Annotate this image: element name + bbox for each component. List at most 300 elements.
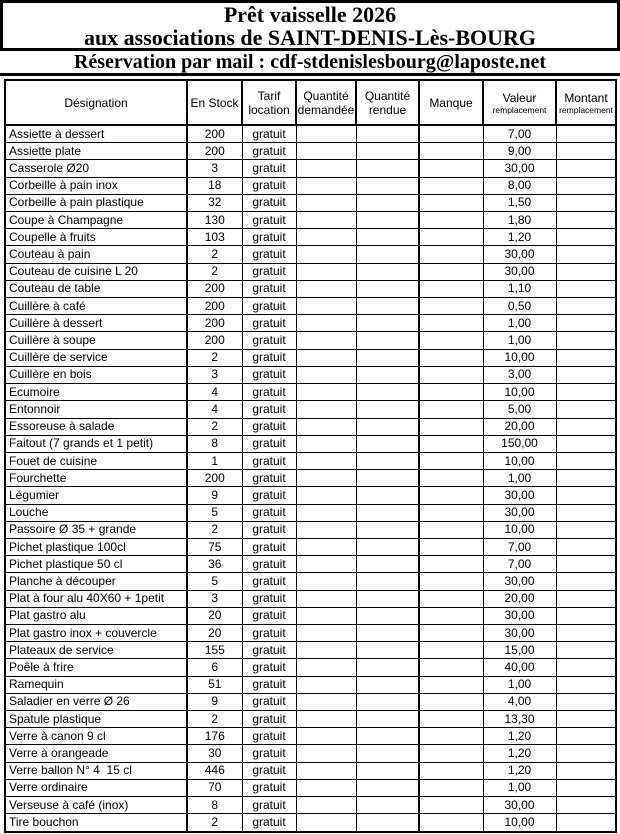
cell-montant — [556, 349, 616, 366]
table-row — [5, 332, 616, 349]
table-row — [5, 624, 616, 641]
cell-valeur: 1,00 — [483, 779, 556, 796]
cell-manque — [419, 676, 483, 693]
cell-rendue — [356, 366, 419, 383]
cell-montant — [556, 521, 616, 538]
cell-rendue — [356, 298, 419, 315]
cell-stock: 20 — [187, 624, 242, 641]
cell-montant — [556, 487, 616, 504]
table-row — [5, 710, 616, 727]
cell-designation: Couteau de table — [5, 280, 187, 297]
cell-tarif: gratuit — [242, 487, 296, 504]
cell-rendue — [356, 521, 419, 538]
cell-montant — [556, 418, 616, 435]
cell-designation: Cuillère à dessert — [5, 315, 187, 332]
cell-rendue — [356, 349, 419, 366]
cell-manque — [419, 590, 483, 607]
cell-stock: 5 — [187, 573, 242, 590]
table-row — [5, 590, 616, 607]
cell-manque — [419, 384, 483, 401]
cell-stock: 9 — [187, 487, 242, 504]
cell-designation: Casserole Ø20 — [5, 160, 187, 177]
col-header-montant-remplacement — [556, 80, 616, 125]
cell-valeur: 1,00 — [483, 332, 556, 349]
cell-manque — [419, 487, 483, 504]
cell-tarif: gratuit — [242, 590, 296, 607]
cell-manque — [419, 659, 483, 676]
cell-tarif: gratuit — [242, 143, 296, 160]
cell-rendue — [356, 418, 419, 435]
cell-manque — [419, 624, 483, 641]
cell-designation: Coupelle à fruits — [5, 229, 187, 246]
cell-demandee — [296, 435, 356, 452]
table-row — [5, 384, 616, 401]
cell-manque — [419, 452, 483, 469]
cell-demandee — [296, 573, 356, 590]
cell-manque — [419, 418, 483, 435]
cell-montant — [556, 590, 616, 607]
cell-valeur: 1,20 — [483, 728, 556, 745]
cell-manque — [419, 401, 483, 418]
cell-designation: Essoreuse à salade — [5, 418, 187, 435]
cell-tarif: gratuit — [242, 796, 296, 813]
cell-designation: Passoire Ø 35 + grande — [5, 521, 187, 538]
cell-manque — [419, 315, 483, 332]
cell-demandee — [296, 521, 356, 538]
table-row — [5, 366, 616, 383]
cell-rendue — [356, 229, 419, 246]
cell-designation: Spatule plastique — [5, 710, 187, 727]
cell-manque — [419, 298, 483, 315]
cell-valeur: 1,20 — [483, 229, 556, 246]
cell-manque — [419, 573, 483, 590]
cell-stock: 200 — [187, 143, 242, 160]
cell-demandee — [296, 315, 356, 332]
cell-manque — [419, 143, 483, 160]
cell-montant — [556, 435, 616, 452]
col-header-designation: Désignation — [5, 80, 187, 125]
table-row — [5, 418, 616, 435]
cell-tarif: gratuit — [242, 573, 296, 590]
cell-designation: Plat gastro inox + couvercle — [5, 624, 187, 641]
cell-stock: 8 — [187, 435, 242, 452]
cell-manque — [419, 745, 483, 762]
cell-rendue — [356, 710, 419, 727]
col-header-stock: En Stock — [187, 80, 242, 125]
cell-tarif: gratuit — [242, 194, 296, 211]
table-row — [5, 125, 616, 143]
cell-demandee — [296, 160, 356, 177]
cell-tarif: gratuit — [242, 624, 296, 641]
table-row — [5, 796, 616, 813]
table-row — [5, 194, 616, 211]
cell-manque — [419, 246, 483, 263]
cell-tarif: gratuit — [242, 814, 296, 832]
cell-valeur: 10,00 — [483, 384, 556, 401]
cell-valeur: 8,00 — [483, 177, 556, 194]
cell-manque — [419, 556, 483, 573]
cell-manque — [419, 125, 483, 143]
table-row — [5, 676, 616, 693]
cell-demandee — [296, 125, 356, 143]
cell-tarif: gratuit — [242, 160, 296, 177]
cell-montant — [556, 710, 616, 727]
table-row — [5, 315, 616, 332]
cell-stock: 5 — [187, 504, 242, 521]
table-row — [5, 642, 616, 659]
cell-demandee — [296, 332, 356, 349]
cell-designation: Cuillère en bois — [5, 366, 187, 383]
page-title-line2: aux associations de SAINT-DENIS-Lès-BOURG — [83, 24, 537, 50]
cell-rendue — [356, 452, 419, 469]
cell-tarif: gratuit — [242, 246, 296, 263]
cell-tarif: gratuit — [242, 280, 296, 297]
cell-montant — [556, 160, 616, 177]
cell-stock: 51 — [187, 676, 242, 693]
cell-tarif: gratuit — [242, 401, 296, 418]
cell-designation: Ecumoire — [5, 384, 187, 401]
col-header-valeur-main: Valeur — [502, 90, 537, 105]
cell-rendue — [356, 160, 419, 177]
cell-manque — [419, 332, 483, 349]
cell-rendue — [356, 624, 419, 641]
cell-demandee — [296, 487, 356, 504]
cell-tarif: gratuit — [242, 315, 296, 332]
cell-valeur: 0,50 — [483, 298, 556, 315]
cell-rendue — [356, 143, 419, 160]
cell-manque — [419, 194, 483, 211]
cell-manque — [419, 349, 483, 366]
table-row — [5, 556, 616, 573]
col-header-valeur-remplacement — [483, 80, 556, 125]
cell-stock: 30 — [187, 745, 242, 762]
table-row — [5, 229, 616, 246]
cell-stock: 2 — [187, 246, 242, 263]
col-header-valeur-sub: remplacement — [492, 104, 547, 115]
cell-designation: Poêle à frire — [5, 659, 187, 676]
col-header-quantite-rendue: Quantité rendue — [356, 80, 419, 125]
cell-montant — [556, 556, 616, 573]
table-row — [5, 452, 616, 469]
cell-valeur: 3,00 — [483, 366, 556, 383]
cell-tarif: gratuit — [242, 745, 296, 762]
cell-manque — [419, 607, 483, 624]
cell-demandee — [296, 349, 356, 366]
cell-tarif: gratuit — [242, 710, 296, 727]
cell-manque — [419, 229, 483, 246]
cell-valeur: 1,00 — [483, 315, 556, 332]
table-container — [4, 79, 615, 833]
table-row — [5, 779, 616, 796]
cell-designation: Cuillère à soupe — [5, 332, 187, 349]
cell-montant — [556, 814, 616, 832]
cell-designation: Verre ordinaire — [5, 779, 187, 796]
cell-rendue — [356, 470, 419, 487]
table-row — [5, 814, 616, 832]
cell-valeur: 30,00 — [483, 487, 556, 504]
cell-valeur: 15,00 — [483, 642, 556, 659]
cell-tarif: gratuit — [242, 728, 296, 745]
table-row — [5, 177, 616, 194]
cell-montant — [556, 177, 616, 194]
cell-montant — [556, 779, 616, 796]
cell-manque — [419, 366, 483, 383]
cell-rendue — [356, 796, 419, 813]
cell-montant — [556, 538, 616, 555]
cell-valeur: 7,00 — [483, 538, 556, 555]
cell-rendue — [356, 487, 419, 504]
cell-tarif: gratuit — [242, 676, 296, 693]
table-row — [5, 745, 616, 762]
table-row — [5, 435, 616, 452]
cell-rendue — [356, 177, 419, 194]
cell-rendue — [356, 538, 419, 555]
cell-rendue — [356, 246, 419, 263]
cell-montant — [556, 332, 616, 349]
cell-stock: 2 — [187, 418, 242, 435]
table-row — [5, 246, 616, 263]
cell-demandee — [296, 779, 356, 796]
cell-montant — [556, 452, 616, 469]
cell-rendue — [356, 762, 419, 779]
cell-designation: Plat à four alu 40X60 + 1petit — [5, 590, 187, 607]
cell-designation: Pichet plastique 100cl — [5, 538, 187, 555]
cell-valeur: 1,20 — [483, 745, 556, 762]
cell-manque — [419, 504, 483, 521]
cell-demandee — [296, 418, 356, 435]
cell-manque — [419, 212, 483, 229]
reservation-line: Réservation par mail : cdf-stdenislesbourg@laposte.net — [0, 51, 620, 76]
cell-montant — [556, 624, 616, 641]
cell-demandee — [296, 556, 356, 573]
cell-valeur: 20,00 — [483, 418, 556, 435]
cell-designation: Verre à canon 9 cl — [5, 728, 187, 745]
cell-manque — [419, 435, 483, 452]
cell-demandee — [296, 607, 356, 624]
cell-manque — [419, 642, 483, 659]
cell-rendue — [356, 332, 419, 349]
cell-tarif: gratuit — [242, 556, 296, 573]
table-row — [5, 504, 616, 521]
cell-stock: 4 — [187, 384, 242, 401]
table-body — [5, 125, 616, 832]
cell-designation: Couteau à pain — [5, 246, 187, 263]
cell-demandee — [296, 504, 356, 521]
cell-rendue — [356, 384, 419, 401]
cell-montant — [556, 676, 616, 693]
cell-designation: Couteau de cuisine L 20 — [5, 263, 187, 280]
cell-manque — [419, 538, 483, 555]
cell-tarif: gratuit — [242, 762, 296, 779]
cell-rendue — [356, 728, 419, 745]
cell-designation: Planche à découper — [5, 573, 187, 590]
cell-montant — [556, 229, 616, 246]
cell-valeur: 10,00 — [483, 814, 556, 832]
cell-manque — [419, 779, 483, 796]
cell-demandee — [296, 280, 356, 297]
cell-tarif: gratuit — [242, 538, 296, 555]
cell-montant — [556, 659, 616, 676]
cell-rendue — [356, 125, 419, 143]
cell-demandee — [296, 246, 356, 263]
cell-designation: Verseuse à café (inox) — [5, 796, 187, 813]
cell-rendue — [356, 263, 419, 280]
cell-valeur: 1,00 — [483, 470, 556, 487]
cell-tarif: gratuit — [242, 659, 296, 676]
cell-valeur: 7,00 — [483, 125, 556, 143]
cell-tarif: gratuit — [242, 177, 296, 194]
cell-stock: 70 — [187, 779, 242, 796]
cell-montant — [556, 298, 616, 315]
title-box — [0, 0, 620, 51]
cell-demandee — [296, 212, 356, 229]
cell-stock: 200 — [187, 470, 242, 487]
cell-demandee — [296, 470, 356, 487]
cell-valeur: 10,00 — [483, 452, 556, 469]
col-header-quantite-demandee: Quantité demandée — [296, 80, 356, 125]
cell-manque — [419, 521, 483, 538]
cell-montant — [556, 401, 616, 418]
table-row — [5, 573, 616, 590]
cell-valeur: 10,00 — [483, 521, 556, 538]
cell-designation: Coupe à Champagne — [5, 212, 187, 229]
cell-stock: 200 — [187, 298, 242, 315]
cell-rendue — [356, 556, 419, 573]
cell-montant — [556, 573, 616, 590]
page-title-line1: Prêt vaisselle 2026 — [223, 1, 397, 27]
cell-stock: 75 — [187, 538, 242, 555]
table-row — [5, 470, 616, 487]
cell-rendue — [356, 779, 419, 796]
cell-tarif: gratuit — [242, 229, 296, 246]
cell-tarif: gratuit — [242, 521, 296, 538]
cell-rendue — [356, 573, 419, 590]
cell-tarif: gratuit — [242, 384, 296, 401]
cell-valeur: 150,00 — [483, 435, 556, 452]
cell-designation: Assiette à dessert — [5, 125, 187, 143]
col-header-manque: Manque — [419, 80, 483, 125]
cell-stock: 32 — [187, 194, 242, 211]
cell-stock: 200 — [187, 125, 242, 143]
cell-tarif: gratuit — [242, 366, 296, 383]
cell-manque — [419, 762, 483, 779]
cell-demandee — [296, 693, 356, 710]
table-row — [5, 607, 616, 624]
cell-montant — [556, 693, 616, 710]
cell-demandee — [296, 762, 356, 779]
cell-valeur: 13,30 — [483, 710, 556, 727]
cell-stock: 9 — [187, 693, 242, 710]
cell-manque — [419, 693, 483, 710]
cell-valeur: 1,80 — [483, 212, 556, 229]
cell-montant — [556, 745, 616, 762]
cell-tarif: gratuit — [242, 263, 296, 280]
cell-valeur: 1,50 — [483, 194, 556, 211]
table-row — [5, 521, 616, 538]
cell-designation: Fourchette — [5, 470, 187, 487]
cell-valeur: 1,00 — [483, 676, 556, 693]
cell-valeur: 1,10 — [483, 280, 556, 297]
cell-designation: Ramequin — [5, 676, 187, 693]
cell-tarif: gratuit — [242, 452, 296, 469]
cell-montant — [556, 384, 616, 401]
cell-manque — [419, 470, 483, 487]
cell-tarif: gratuit — [242, 435, 296, 452]
cell-rendue — [356, 693, 419, 710]
cell-valeur: 40,00 — [483, 659, 556, 676]
table-row — [5, 143, 616, 160]
cell-rendue — [356, 814, 419, 832]
cell-rendue — [356, 315, 419, 332]
cell-montant — [556, 607, 616, 624]
cell-demandee — [296, 590, 356, 607]
cell-demandee — [296, 538, 356, 555]
table-row — [5, 659, 616, 676]
cell-designation: Légumier — [5, 487, 187, 504]
cell-tarif: gratuit — [242, 212, 296, 229]
cell-stock: 103 — [187, 229, 242, 246]
cell-stock: 3 — [187, 160, 242, 177]
cell-stock: 200 — [187, 280, 242, 297]
cell-demandee — [296, 177, 356, 194]
cell-demandee — [296, 263, 356, 280]
cell-manque — [419, 177, 483, 194]
cell-manque — [419, 814, 483, 832]
cell-rendue — [356, 194, 419, 211]
cell-tarif: gratuit — [242, 349, 296, 366]
cell-demandee — [296, 401, 356, 418]
cell-valeur: 30,00 — [483, 504, 556, 521]
cell-valeur: 20,00 — [483, 590, 556, 607]
table-row — [5, 762, 616, 779]
cell-tarif: gratuit — [242, 298, 296, 315]
cell-valeur: 9,00 — [483, 143, 556, 160]
cell-manque — [419, 796, 483, 813]
cell-valeur: 30,00 — [483, 796, 556, 813]
cell-stock: 2 — [187, 263, 242, 280]
cell-montant — [556, 504, 616, 521]
cell-demandee — [296, 745, 356, 762]
cell-tarif: gratuit — [242, 125, 296, 143]
cell-tarif: gratuit — [242, 504, 296, 521]
cell-valeur: 4,00 — [483, 693, 556, 710]
cell-tarif: gratuit — [242, 470, 296, 487]
cell-stock: 200 — [187, 332, 242, 349]
cell-designation: Corbeille à pain inox — [5, 177, 187, 194]
table-row — [5, 280, 616, 297]
cell-stock: 4 — [187, 401, 242, 418]
cell-montant — [556, 125, 616, 143]
table-row — [5, 160, 616, 177]
cell-designation: Louche — [5, 504, 187, 521]
cell-stock: 8 — [187, 796, 242, 813]
cell-rendue — [356, 642, 419, 659]
table-row — [5, 401, 616, 418]
cell-rendue — [356, 435, 419, 452]
cell-stock: 1 — [187, 452, 242, 469]
cell-tarif: gratuit — [242, 332, 296, 349]
cell-valeur: 30,00 — [483, 607, 556, 624]
table-row — [5, 728, 616, 745]
cell-rendue — [356, 745, 419, 762]
cell-tarif: gratuit — [242, 642, 296, 659]
cell-manque — [419, 728, 483, 745]
cell-demandee — [296, 659, 356, 676]
inventory-table — [4, 79, 617, 833]
cell-valeur: 5,00 — [483, 401, 556, 418]
cell-stock: 18 — [187, 177, 242, 194]
cell-manque — [419, 280, 483, 297]
